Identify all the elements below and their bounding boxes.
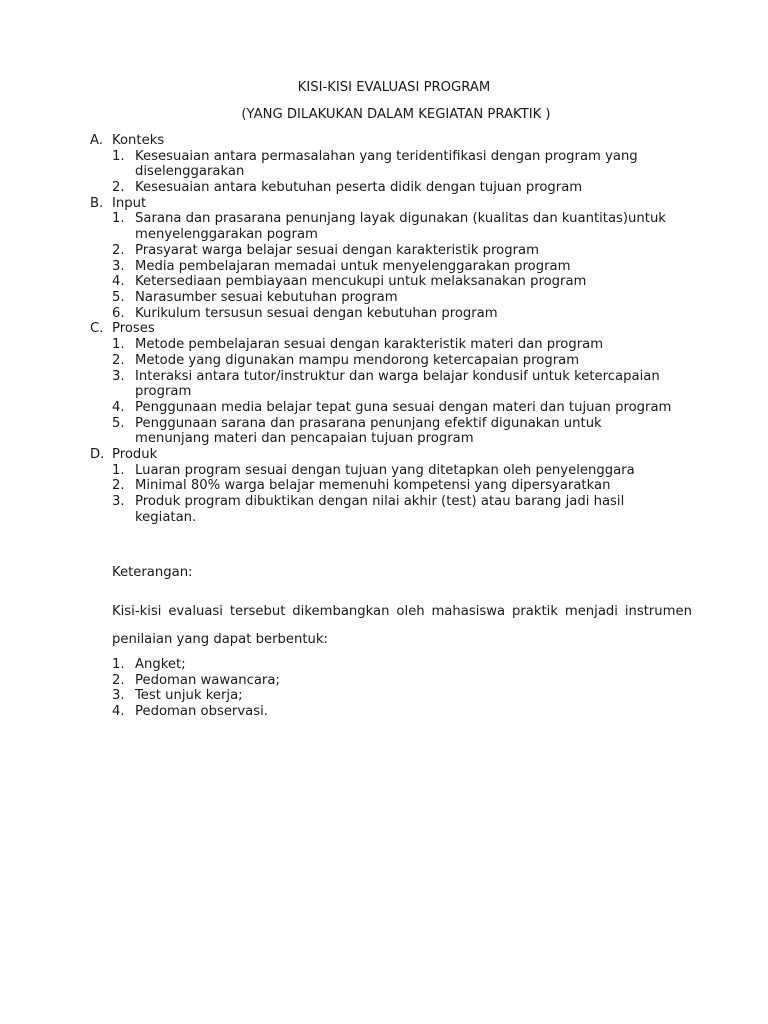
notes-heading: Keterangan: <box>112 565 193 580</box>
section-heading <box>90 196 730 212</box>
item-number: 3. <box>112 688 125 704</box>
section-heading <box>90 133 730 149</box>
list-item <box>90 478 695 494</box>
item-number: 6. <box>112 305 125 321</box>
item-text: Kurikulum tersusun sesuai dengan kebutuhan program <box>135 305 498 321</box>
section-letter: D. <box>90 447 105 463</box>
list-item <box>90 243 695 259</box>
item-text: Metode yang digunakan mampu mendorong ketercapaian program <box>135 352 580 368</box>
section-title: Konteks <box>112 133 165 148</box>
item-number: 4. <box>112 704 125 720</box>
item-number: 2. <box>112 180 125 196</box>
list-item <box>90 416 695 447</box>
list-item <box>90 369 695 400</box>
list-item <box>90 180 695 196</box>
item-text: Sarana dan prasarana penunjang layak digunakan (kualitas dan kuantitas)untuk menyelenggarakan pogram <box>135 211 666 243</box>
list-item <box>90 259 695 275</box>
section-title: Produk <box>112 447 158 463</box>
item-number: 1. <box>112 148 125 164</box>
section-letter: C. <box>90 321 104 337</box>
list-item <box>90 400 695 416</box>
document-title: KISI-KISI EVALUASI PROGRAM <box>297 80 491 95</box>
item-number: 1. <box>112 337 125 353</box>
item-text: Prasyarat warga belajar sesuai dengan karakteristik program <box>135 242 539 258</box>
item-number: 2. <box>112 478 125 494</box>
item-number: 1. <box>112 462 125 478</box>
section-heading <box>90 321 730 337</box>
section-letter: B. <box>90 195 104 211</box>
section-title: Proses <box>112 321 155 337</box>
document-subtitle: (YANG DILAKUKAN DALAM KEGIATAN PRAKTIK ) <box>241 107 551 122</box>
section-input <box>90 196 730 322</box>
section-list <box>90 133 730 526</box>
list-item <box>112 704 672 720</box>
item-number: 2. <box>112 242 125 258</box>
list-item <box>90 353 695 369</box>
section-letter: A. <box>90 133 103 148</box>
list-item <box>90 274 695 290</box>
item-number: 1. <box>112 211 125 227</box>
item-text: Angket; <box>135 657 186 672</box>
list-item <box>90 290 695 306</box>
list-item <box>112 688 672 704</box>
item-text: Pedoman observasi. <box>135 704 268 720</box>
item-text: Kesesuaian antara permasalahan yang teridentifikasi dengan program yang diselenggarakan <box>135 148 638 180</box>
item-text: Metode pembelajaran sesuai dengan karakteristik materi dan program <box>135 337 604 353</box>
item-text: Produk program dibuktikan dengan nilai akhir (test) atau barang jadi hasil kegiatan. <box>135 494 625 525</box>
item-text: Test unjuk kerja; <box>135 688 243 704</box>
instrument-list <box>112 657 672 720</box>
list-item <box>90 149 695 180</box>
item-number: 3. <box>112 368 125 384</box>
list-item <box>90 463 695 479</box>
item-text: Kesesuaian antara kebutuhan peserta didik dengan tujuan program <box>135 180 583 196</box>
section-konteks <box>90 133 730 196</box>
item-number: 2. <box>112 672 125 688</box>
section-title: Input <box>112 195 147 211</box>
item-text: Media pembelajaran memadai untuk menyelenggarakan program <box>135 258 571 274</box>
item-number: 1. <box>112 657 125 672</box>
item-text: Penggunaan media belajar tepat guna sesuai dengan materi dan tujuan program <box>135 399 672 415</box>
item-number: 2. <box>112 352 125 368</box>
item-text: Pedoman wawancara; <box>135 672 280 688</box>
item-text: Narasumber sesuai kebutuhan program <box>135 290 398 305</box>
item-text: Interaksi antara tutor/instruktur dan warga belajar kondusif untuk ketercapaian program <box>135 368 660 400</box>
item-number: 5. <box>112 290 125 305</box>
item-number: 5. <box>112 415 125 431</box>
item-text: Luaran program sesuai dengan tujuan yang ditetapkan oleh penyelenggara <box>135 462 635 478</box>
list-item <box>90 306 695 322</box>
list-item <box>112 673 672 689</box>
section-produk <box>90 447 730 526</box>
list-item <box>112 657 672 673</box>
item-number: 3. <box>112 258 125 274</box>
item-text: Ketersediaan pembiayaan mencukupi untuk melaksanakan program <box>135 274 587 290</box>
item-number: 4. <box>112 274 125 290</box>
section-proses <box>90 321 730 447</box>
list-item <box>90 211 695 242</box>
item-number: 3. <box>112 494 125 510</box>
item-text: Minimal 80% warga belajar memenuhi kompetensi yang dipersyaratkan <box>135 478 611 494</box>
notes-paragraph: Kisi-kisi evaluasi tersebut dikembangkan oleh mahasiswa praktik menjadi instrumen penilaian yang dapat berbentuk: <box>112 604 692 647</box>
item-number: 4. <box>112 399 125 415</box>
section-heading <box>90 447 730 463</box>
item-text: Penggunaan sarana dan prasarana penunjang efektif digunakan untuk menunjang materi dan pencapaian tujuan program <box>135 415 602 447</box>
list-item <box>90 337 695 353</box>
notes-section <box>112 565 692 720</box>
list-item <box>90 494 695 525</box>
